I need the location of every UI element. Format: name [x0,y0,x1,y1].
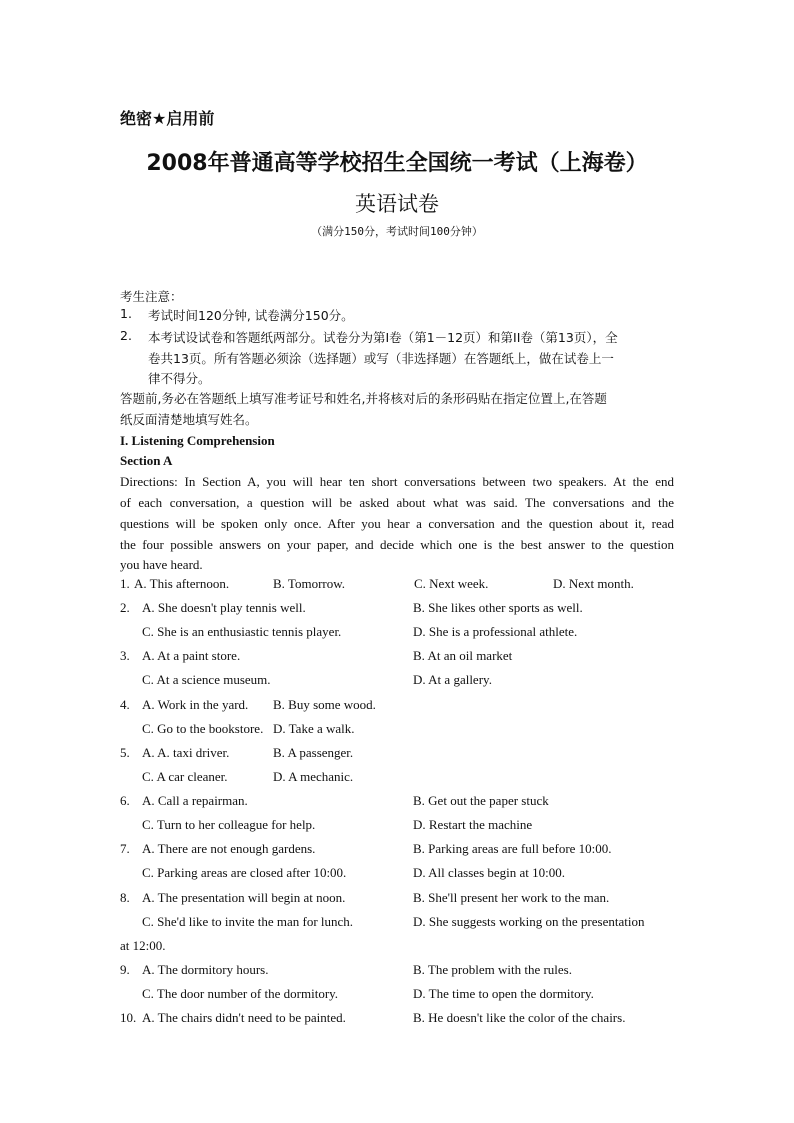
option-b: B. She likes other sports as well. [413,600,583,615]
option-a: A. The chairs didn't need to be painted. [142,1010,346,1025]
option-a: A. A. taxi driver. [142,745,230,760]
question-number: 2. [120,600,130,615]
option-d: D. She suggests working on the presentation [413,914,645,929]
option-c: C. At a science museum. [142,672,271,687]
option-d: D. At a gallery. [413,672,492,687]
question-number: 10. [120,1010,137,1025]
option-c: C. Parking areas are closed after 10:00. [142,865,347,880]
question-number: 7. [120,841,130,856]
exam-title: 2008年普通高等学校招生全国统一考试（上海卷） [146,151,648,176]
option-c: C. She is an enthusiastic tennis player. [142,624,342,639]
notice-item-number: 1. [120,306,132,321]
directions-line: of each conversation, a question will be asked about what was said. The conversations and the [120,495,674,510]
question-number: 1. [120,576,130,591]
option-d-continued: at 12:00. [120,938,166,953]
directions-line: the four possible answers on your paper, and decide which one is the best answer to the question [120,537,674,552]
question-number: 9. [120,962,130,977]
notice-item-text: 本考试设试卷和答题纸两部分。试卷分为第I卷（第1－12页）和第II卷（第13页），全 [148,330,618,345]
option-a: A. The dormitory hours. [142,962,269,977]
option-b: B. At an oil market [413,648,513,663]
option-b: B. Get out the paper stuck [413,793,549,808]
option-b: B. Tomorrow. [273,576,346,591]
top-secret-label: 绝密★启用前 [120,109,215,128]
exam-subtitle: 英语试卷 [355,192,439,216]
option-c: C. A car cleaner. [142,769,228,784]
option-c: C. Go to the bookstore. [142,721,264,736]
question-number: 5. [120,745,130,760]
option-d: D. Take a walk. [273,721,355,736]
directions-line: Directions: In Section A, you will hear ten short conversations between two speakers. At the end [120,474,674,489]
option-b: B. She'll present her work to the man. [413,890,610,905]
option-a: A. There are not enough gardens. [142,841,316,856]
option-a: A. The presentation will begin at noon. [142,890,346,905]
option-c: C. She'd like to invite the man for lunch. [142,914,354,929]
notice-item-number: 2. [120,328,132,343]
notice-heading: 考生注意： [120,289,183,304]
notice-paragraph: 答题前,务必在答题纸上填写准考证号和姓名,并将核对后的条形码贴在指定位置上,在答题 [120,391,607,406]
option-c: C. The door number of the dormitory. [142,986,339,1001]
option-d: D. She is a professional athlete. [413,624,578,639]
directions-line: you have heard. [120,557,203,572]
question-number: 4. [120,697,130,712]
notice-item-text: 考试时间120分钟, 试卷满分150分。 [148,308,354,323]
option-b: B. The problem with the rules. [413,962,572,977]
question-number: 3. [120,648,130,663]
directions-line: questions will be spoken only once. After you hear a conversation and the question about it, read [120,516,674,531]
section-title: Section A [120,453,173,468]
option-c: C. Next week. [414,576,489,591]
option-a: A. Work in the yard. [142,697,249,712]
question-number: 8. [120,890,130,905]
question-number: 6. [120,793,130,808]
option-b: B. He doesn't like the color of the chairs. [413,1010,626,1025]
notice-item-text: 律不得分。 [148,371,211,386]
notice-paragraph: 纸反面清楚地填写姓名。 [120,412,258,427]
option-b: B. Buy some wood. [273,697,376,712]
option-d: D. Restart the machine [413,817,533,832]
part-title: I. Listening Comprehension [120,433,275,448]
notice-item-text: 卷共13页。所有答题必须涂（选择题）或写（非选择题）在答题纸上，做在试卷上一 [148,351,614,366]
option-d: D. A mechanic. [273,769,354,784]
option-c: C. Turn to her colleague for help. [142,817,316,832]
option-a: A. This afternoon. [134,576,230,591]
option-d: D. The time to open the dormitory. [413,986,594,1001]
option-a: A. At a paint store. [142,648,241,663]
score-note: （满分150分，考试时间100分钟） [311,225,483,238]
option-b: B. A passenger. [273,745,354,760]
option-a: A. Call a repairman. [142,793,248,808]
option-b: B. Parking areas are full before 10:00. [413,841,612,856]
option-d: D. Next month. [553,576,634,591]
option-a: A. She doesn't play tennis well. [142,600,306,615]
option-d: D. All classes begin at 10:00. [413,865,566,880]
